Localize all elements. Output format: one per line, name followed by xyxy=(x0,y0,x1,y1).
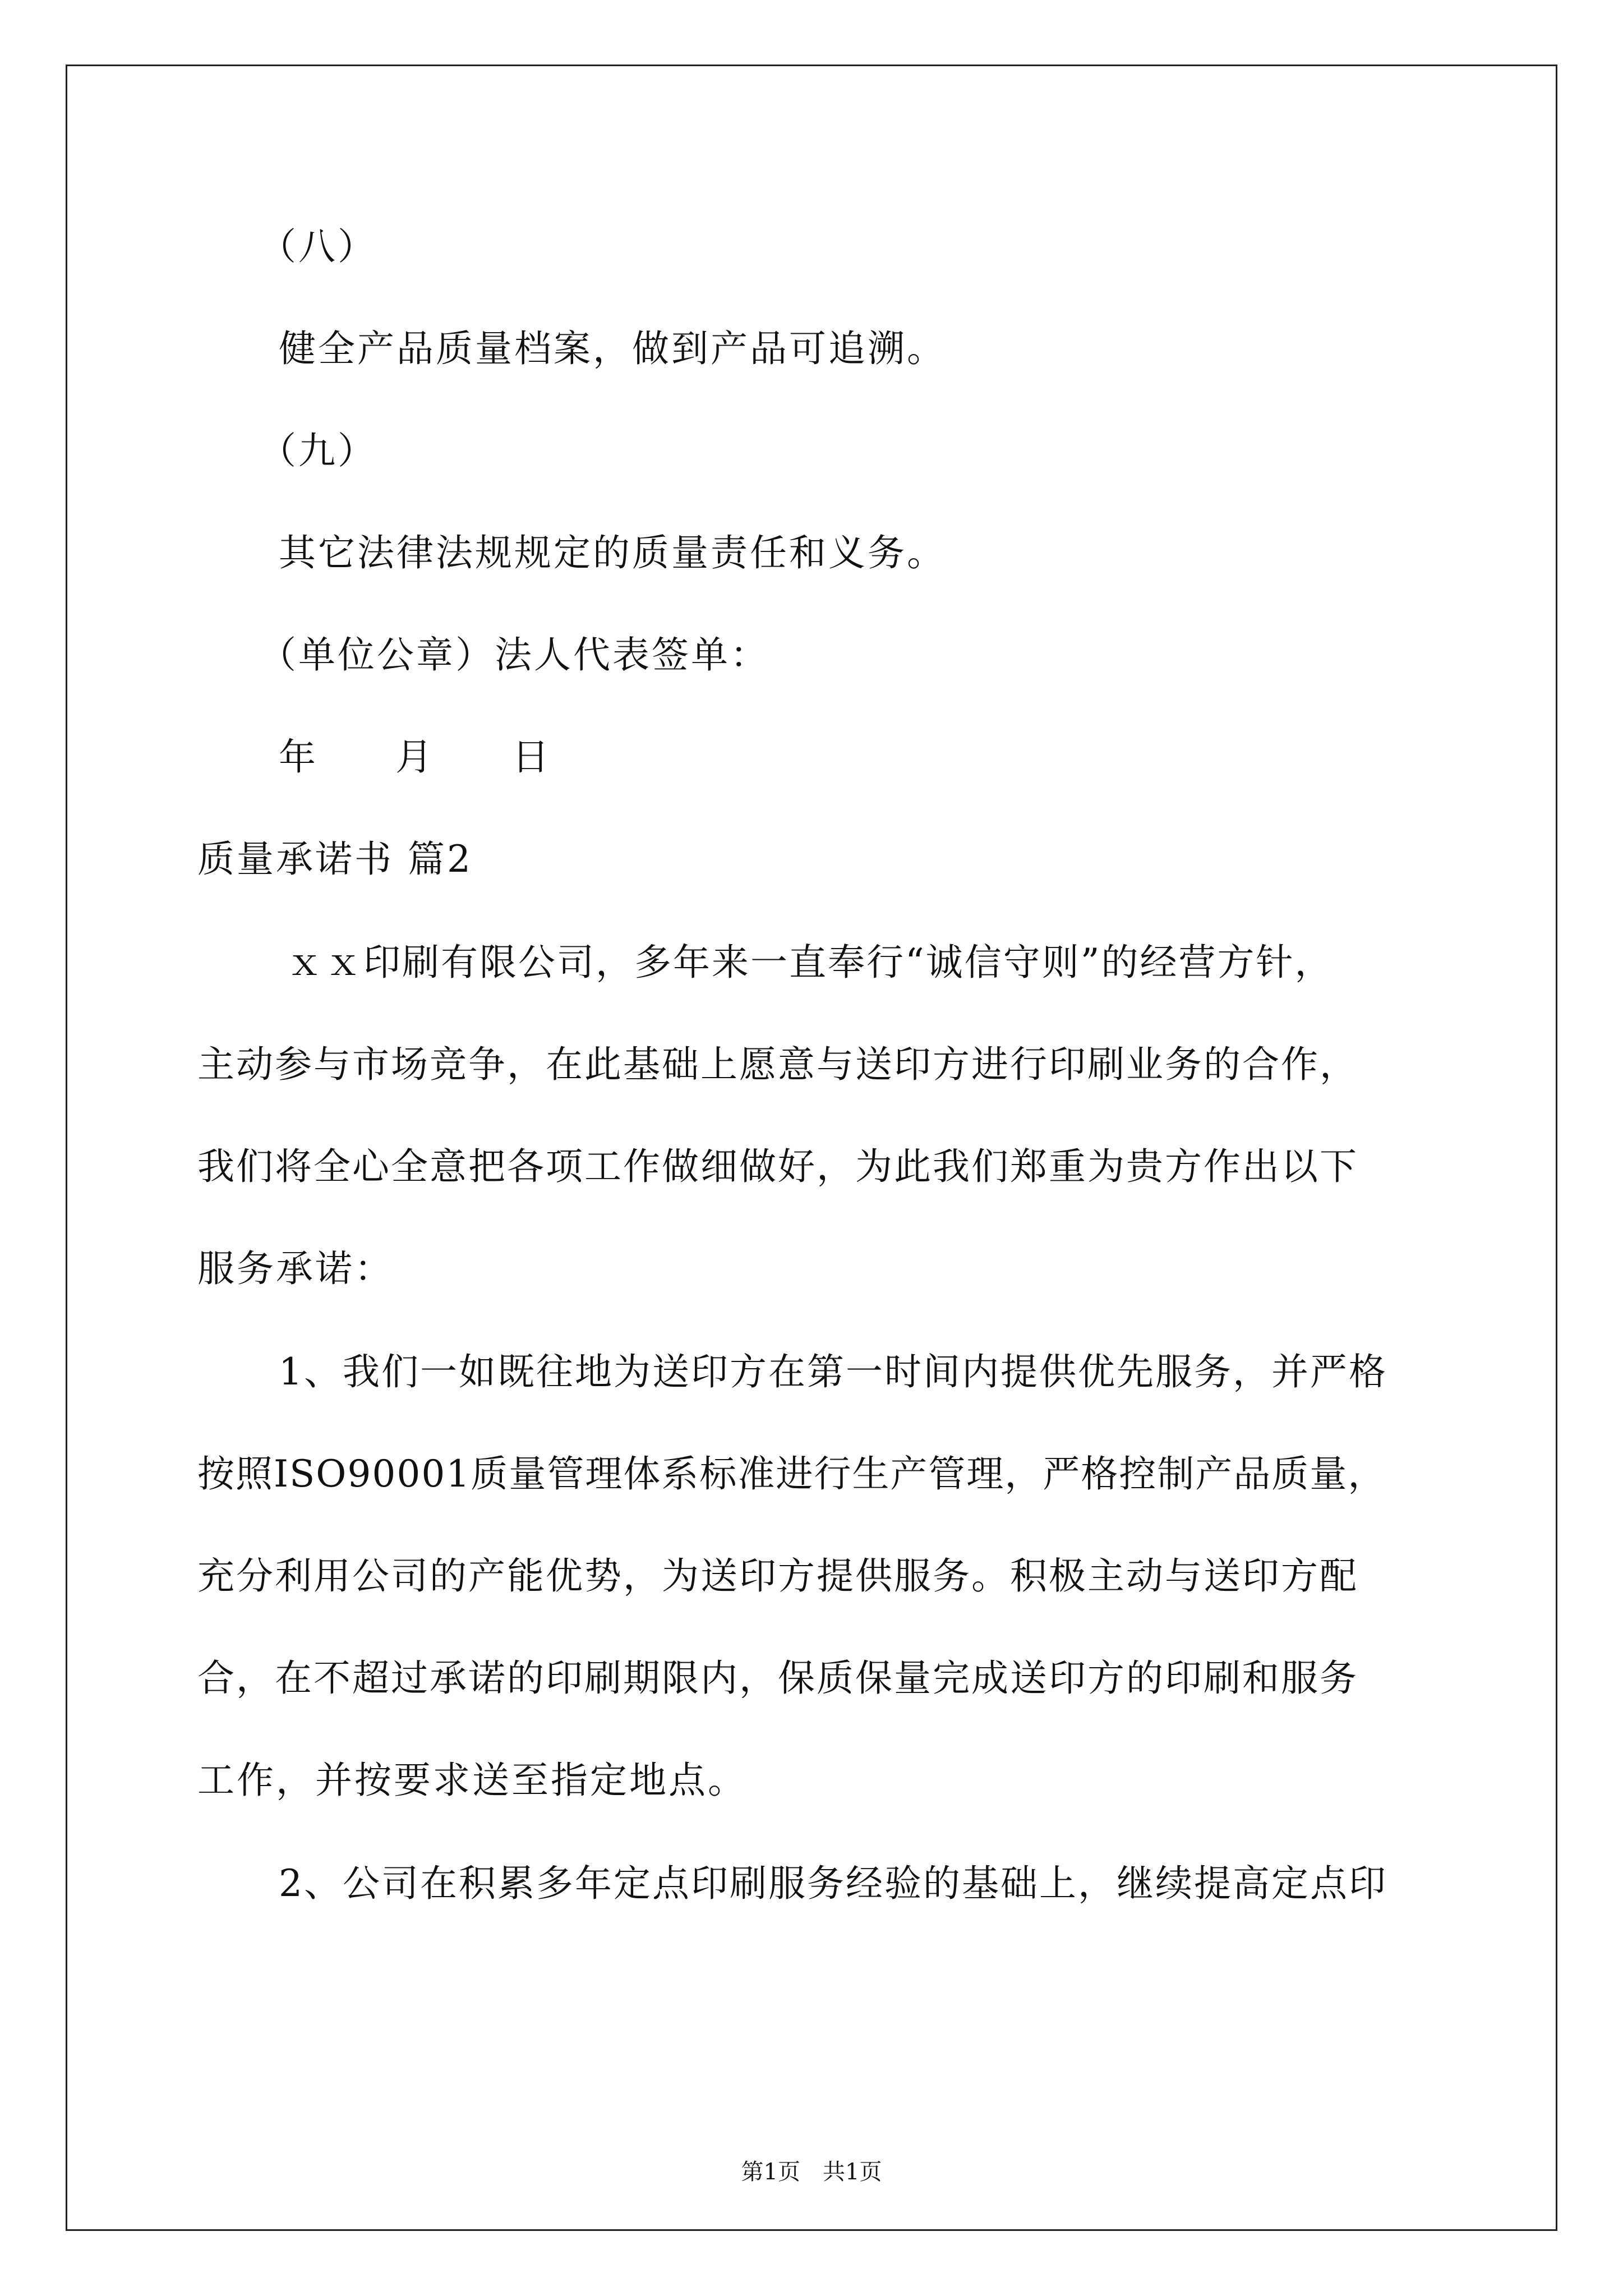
paragraph-line: 工作，并按要求送至指定地点。 xyxy=(197,1759,747,1802)
section-heading-9: （九） xyxy=(259,429,377,472)
paragraph-line: 主动参与市场竞争，在此基础上愿意与送印方进行印刷业务的合作， xyxy=(197,1043,1358,1086)
seal-signature-line: （单位公章）法人代表签单： xyxy=(259,633,769,677)
paragraph-line: 其它法律法规规定的质量责任和义务。 xyxy=(279,531,946,574)
paragraph-line: 充分利用公司的产能优势，为送印方提供服务。积极主动与送印方配 xyxy=(197,1554,1358,1598)
date-line: 年 月 日 xyxy=(279,735,570,779)
paragraph-line: 2、公司在积累多年定点印刷服务经验的基础上，继续提高定点印 xyxy=(279,1862,1387,1905)
page-number-footer: 第1页 共1页 xyxy=(741,2159,882,2185)
paragraph-line: 服务承诺： xyxy=(197,1247,394,1290)
paragraph-line: 我们将全心全意把各项工作做细做好，为此我们郑重为贵方作出以下 xyxy=(197,1145,1358,1188)
document-title: 质量承诺书 篇2 xyxy=(197,838,473,881)
paragraph-line: 健全产品质量档案，做到产品可追溯。 xyxy=(279,327,946,370)
paragraph-line: ｘｘ印刷有限公司，多年来一直奉行“诚信守则”的经营方针， xyxy=(286,941,1334,984)
paragraph-line: 按照ISO90001质量管理体系标准进行生产管理，严格控制产品质量， xyxy=(197,1452,1386,1496)
paragraph-line: 合，在不超过承诺的印刷期限内，保质保量完成送印方的印刷和服务 xyxy=(197,1657,1358,1700)
section-heading-8: （八） xyxy=(259,225,377,268)
paragraph-line: 1、我们一如既往地为送印方在第一时间内提供优先服务，并严格 xyxy=(279,1350,1387,1393)
